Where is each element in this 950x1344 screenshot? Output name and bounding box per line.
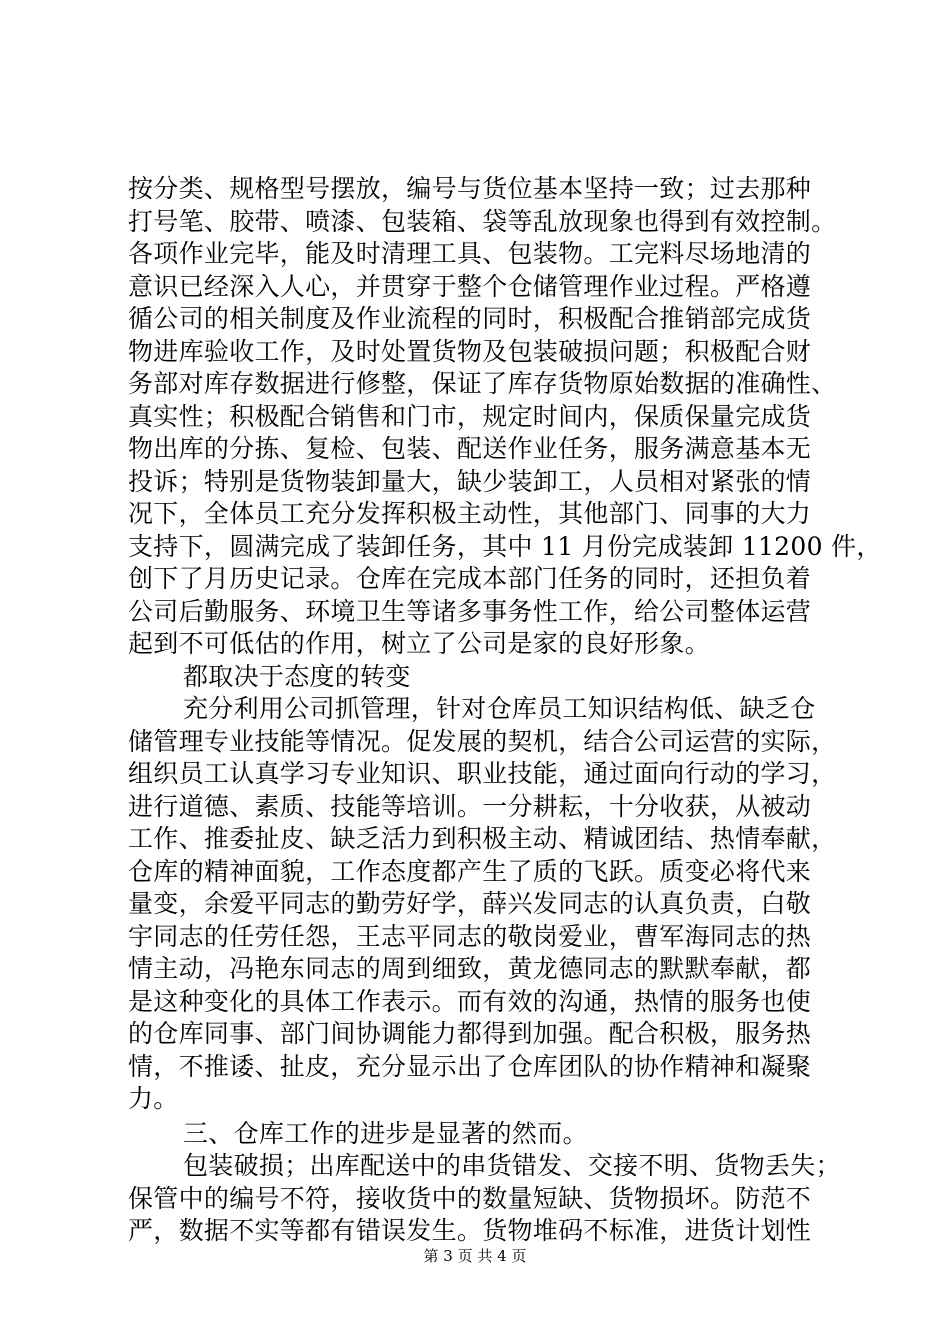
text-line: 真实性；积极配合销售和门市，规定时间内，保质保量完成货 (128, 401, 812, 431)
text-line: 的仓库同事、部门间协调能力都得到加强。配合积极，服务热 (128, 1019, 812, 1048)
text-line: 力。 (128, 1084, 179, 1113)
text-line: 打号笔、胶带、喷漆、包装箱、袋等乱放现象也得到有效控制。 (128, 206, 837, 236)
text-line: 量变，余爱平同志的勤劳好学，薛兴发同志的认真负责，白敬 (128, 889, 812, 918)
text-line: 工作、推委扯皮、缺乏活力到积极主动、精诚团结、热情奉献， (128, 824, 837, 853)
text-line: 储管理专业技能等情况。促发展的契机，结合公司运营的实际， (128, 726, 837, 756)
text-line: 宇同志的任劳任怨，王志平同志的敬岗爱业，曹军海同志的热 (128, 921, 812, 951)
text-line: 意识已经深入人心，并贯穿于整个仓储管理作业过程。严格遵 (128, 271, 812, 301)
page-number-footer: 第 3 页 共 4 页 (423, 1247, 527, 1265)
text-line: 是这种变化的具体工作表示。而有效的沟通，热情的服务也使 (128, 986, 812, 1016)
paragraph-3 (128, 1150, 841, 1248)
text-line: 情主动，冯艳东同志的周到细致，黄龙德同志的默默奉献，都 (128, 954, 812, 983)
section-heading: 三、仓库工作的进步是显著的然而。 (183, 1118, 588, 1148)
text-line: 况下，全体员工充分发挥积极主动性，其他部门、同事的大力 (128, 499, 812, 528)
text-line: 组织员工认真学习专业知识、职业技能，通过面向行动的学习， (128, 759, 837, 788)
text-line: 投诉；特别是货物装卸量大，缺少装卸工，人员相对紧张的情 (128, 466, 812, 496)
text-line: 公司后勤服务、环境卫生等诸多事务性工作，给公司整体运营 (128, 596, 812, 626)
text-line: 支持下，圆满完成了装卸任务，其中 11 月份完成装卸 11200 件， (128, 531, 882, 561)
text-line: 物进库验收工作，及时处置货物及包装破损问题；积极配合财 (128, 336, 812, 366)
text-line: 创下了月历史记录。仓库在完成本部门任务的同时，还担负着 (128, 564, 812, 593)
paragraph-2 (128, 693, 837, 1116)
text-line: 务部对库存数据进行修整，保证了库存货物原始数据的准确性、 (128, 369, 837, 398)
text-line: 物出库的分拣、复检、包装、配送作业任务，服务满意基本无 (128, 434, 812, 463)
text-line: 仓库的精神面貌，工作态度都产生了质的飞跃。质变必将代来 (128, 856, 812, 886)
paragraph-1 (128, 173, 882, 661)
text-line: 情，不推诿、扯皮，充分显示出了仓库团队的协作精神和凝聚 (128, 1051, 812, 1081)
text-line: 各项作业完毕，能及时清理工具、包装物。工完料尽场地清的 (128, 239, 812, 268)
text-line: 保管中的编号不符，接收货中的数量短缺、货物损坏。防范不 (128, 1183, 812, 1213)
text-line: 进行道德、素质、技能等培训。一分耕耘，十分收获，从被动 (128, 791, 812, 821)
text-line: 包装破损；出库配送中的串货错发、交接不明、货物丢失； (183, 1151, 841, 1180)
text-line: 循公司的相关制度及作业流程的同时，积极配合推销部完成货 (128, 304, 812, 333)
document-body (128, 173, 882, 1248)
text-line: 按分类、规格型号摆放，编号与货位基本坚持一致；过去那种 (128, 174, 812, 203)
section-heading: 都取决于态度的转变 (183, 661, 411, 691)
text-line: 起到不可低估的作用，树立了公司是家的良好形象。 (128, 629, 710, 658)
text-line: 严，数据不实等都有错误发生。货物堆码不标准，进货计划性 (128, 1216, 812, 1245)
text-line: 充分利用公司抓管理，针对仓库员工知识结构低、缺乏仓 (183, 694, 816, 723)
